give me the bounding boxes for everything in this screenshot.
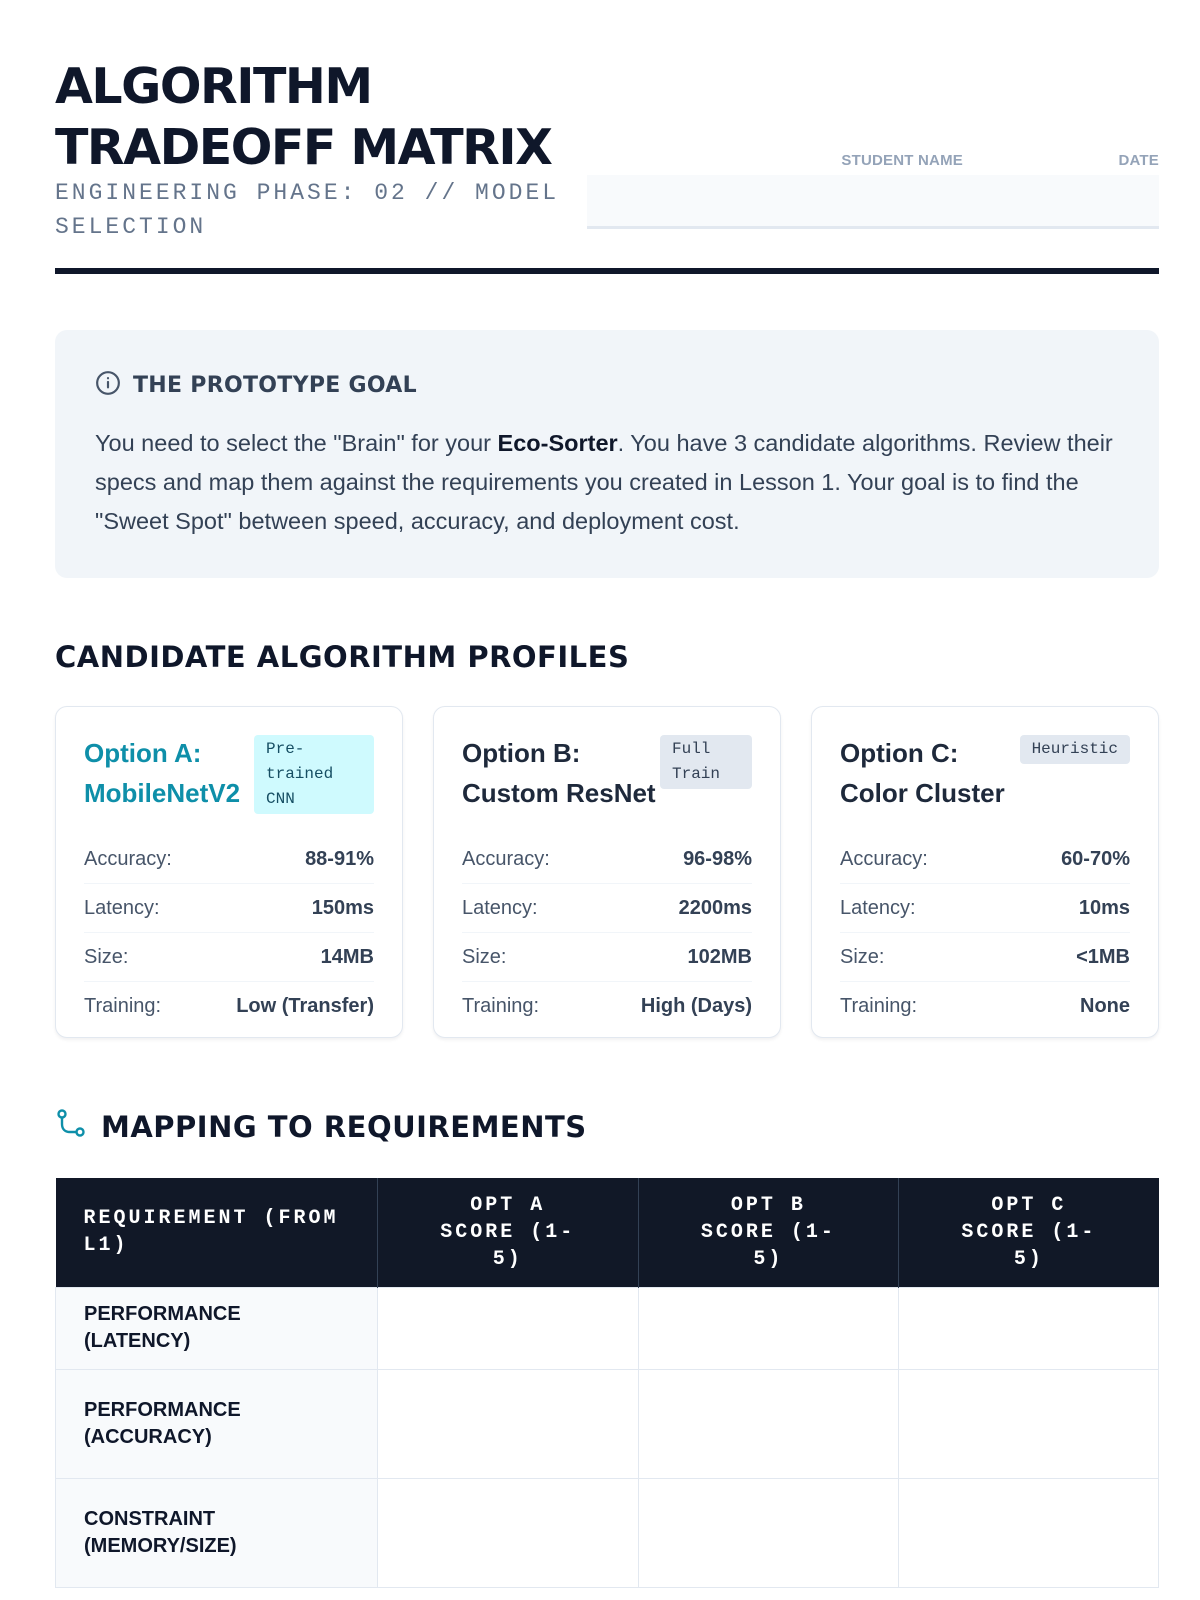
requirement-text: CONSTRAINT (MEMORY/SIZE) xyxy=(84,1507,237,1557)
column-header-requirement: REQUIREMENT (FROM L1) xyxy=(56,1178,378,1287)
card-tag: Heuristic xyxy=(1020,735,1130,764)
spec-label: Training: xyxy=(462,995,540,1017)
spec-row xyxy=(840,884,1130,933)
requirement-cell xyxy=(56,1478,378,1587)
card-title: Option C: Color Cluster xyxy=(840,738,1005,808)
spec-row xyxy=(840,982,1130,1031)
column-header-text: OPT A SCORE (1-5) xyxy=(440,1193,576,1271)
score-cell-opt-b[interactable] xyxy=(638,1478,899,1587)
spec-value: 10ms xyxy=(1078,896,1130,919)
profile-card-option-b xyxy=(433,706,781,1038)
requirements-matrix xyxy=(55,1178,1159,1588)
spec-label: Latency: xyxy=(840,896,916,919)
spec-value: 88-91% xyxy=(305,847,374,870)
student-name-field[interactable] xyxy=(587,175,963,229)
spec-row xyxy=(840,835,1130,884)
table-row xyxy=(56,1369,1159,1478)
page-subtitle: ENGINEERING PHASE: 02 // MODEL SELECTION xyxy=(55,180,560,240)
requirement-text: PERFORMANCE (ACCURACY) xyxy=(84,1398,241,1448)
column-header-text: OPT C SCORE (1-5) xyxy=(961,1193,1097,1271)
spec-value: 102MB xyxy=(687,945,752,968)
spec-row xyxy=(84,884,374,933)
column-header-opt-c xyxy=(899,1178,1159,1287)
requirement-cell: PERFORMANCE (LATENCY) xyxy=(56,1287,378,1369)
spec-label: Accuracy: xyxy=(840,847,928,870)
profiles-section-title: CANDIDATE ALGORITHM PROFILES xyxy=(55,640,630,674)
goal-description xyxy=(95,424,1119,541)
table-header-row xyxy=(56,1178,1159,1287)
student-name-label: STUDENT NAME xyxy=(841,152,963,169)
spec-value: 96-98% xyxy=(683,847,752,870)
table-row xyxy=(56,1478,1159,1587)
column-header-opt-a xyxy=(378,1178,639,1287)
spec-row xyxy=(462,835,752,884)
spec-value: None xyxy=(1080,995,1130,1017)
profile-card-option-a xyxy=(55,706,403,1038)
spec-row xyxy=(84,982,374,1031)
spec-value: 2200ms xyxy=(678,896,752,919)
goal-panel xyxy=(55,330,1159,578)
score-cell-opt-c[interactable] xyxy=(899,1287,1159,1369)
score-cell-opt-c[interactable] xyxy=(899,1478,1159,1587)
profile-card-option-c xyxy=(811,706,1159,1038)
profile-cards xyxy=(55,706,1159,1040)
date-field[interactable] xyxy=(934,175,1159,229)
spec-label: Latency: xyxy=(84,896,160,919)
spec-row xyxy=(462,933,752,982)
mapping-section-title: MAPPING TO REQUIREMENTS xyxy=(101,1109,587,1144)
page-header xyxy=(55,0,1159,278)
requirement-cell xyxy=(56,1369,378,1478)
spec-row xyxy=(462,982,752,1031)
header-divider xyxy=(55,268,1159,274)
spec-label: Size: xyxy=(840,945,885,968)
spec-label: Size: xyxy=(462,945,507,968)
table-row xyxy=(56,1287,1159,1369)
goal-title: THE PROTOTYPE GOAL xyxy=(133,372,417,398)
score-cell-opt-a[interactable] xyxy=(378,1287,639,1369)
spec-row xyxy=(840,933,1130,982)
score-cell-opt-c[interactable] xyxy=(899,1369,1159,1478)
goal-text-part: You need to select the "Brain" for your xyxy=(95,430,498,456)
card-tag: Pre-trained CNN xyxy=(254,735,374,814)
score-cell-opt-a[interactable] xyxy=(378,1478,639,1587)
mapping-header xyxy=(55,1108,587,1145)
spec-label: Training: xyxy=(84,995,162,1017)
spec-row xyxy=(462,884,752,933)
card-title: Option A: MobileNetV2 xyxy=(84,738,241,808)
spec-row xyxy=(84,835,374,884)
score-cell-opt-b[interactable] xyxy=(638,1287,899,1369)
spec-value: <1MB xyxy=(1076,945,1130,968)
goal-text-part: . You have 3 candidate algorithms. Review their specs and map them against the requirements you created in Lesson 1. Your goal is to find the "Sweet Spot" between speed, accuracy, and deployment cost. xyxy=(95,430,1113,534)
spec-label: Size: xyxy=(84,945,129,968)
spec-label: Accuracy: xyxy=(84,847,172,870)
spec-value: 150ms xyxy=(311,896,374,919)
score-cell-opt-a[interactable] xyxy=(378,1369,639,1478)
spec-value: 60-70% xyxy=(1061,847,1130,870)
spec-value: High (Days) xyxy=(640,995,752,1017)
card-tag: Full Train xyxy=(660,735,752,789)
page-title: ALGORITHM TRADEOFF MATRIX xyxy=(55,58,552,176)
card-title: Option B: Custom ResNet xyxy=(462,738,656,808)
column-header-opt-b xyxy=(638,1178,899,1287)
info-circle-icon xyxy=(95,370,121,401)
spec-row xyxy=(84,933,374,982)
spec-label: Latency: xyxy=(462,896,538,919)
date-label: DATE xyxy=(1118,152,1159,169)
spec-label: Accuracy: xyxy=(462,847,550,870)
column-header-text: OPT B SCORE (1-5) xyxy=(700,1193,836,1271)
spec-label: Training: xyxy=(840,995,918,1017)
score-cell-opt-b[interactable] xyxy=(638,1369,899,1478)
spec-value: Low (Transfer) xyxy=(236,995,374,1017)
goal-header xyxy=(95,370,1119,400)
branch-route-icon xyxy=(55,1108,87,1145)
spec-value: 14MB xyxy=(320,945,374,968)
goal-text-emphasis: Eco-Sorter xyxy=(497,430,618,456)
